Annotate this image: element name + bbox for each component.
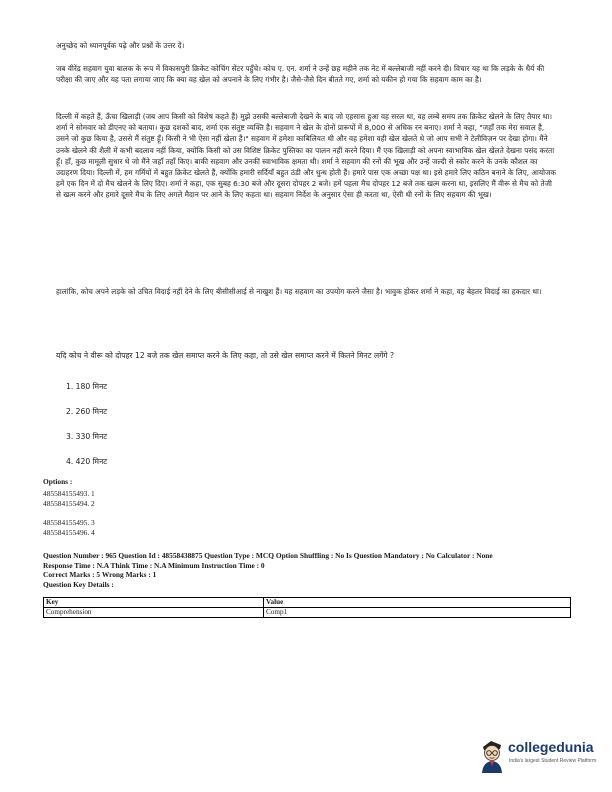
question-info-line: Correct Marks : 5 Wrong Marks : 1 <box>43 570 157 580</box>
answer-option-4: 4. 420 मिनट <box>66 457 108 466</box>
option-id: 485584155496. 4 <box>43 527 95 537</box>
option-ids-group-2 <box>43 518 95 537</box>
option-ids-group-1 <box>43 489 95 508</box>
option-id: 485584155493. 1 <box>43 489 95 498</box>
passage-paragraph-1: जब वीरेंद्र सहवाग युवा बालक के रूप में विकासपुरी क्रिकेट कोचिंग सेंटर पहुँचे। कोच ए. एन. शर्मा ने उन्हें छह महीने तक नेट में बल्लेबाजी नहीं करने दी। विचार यह था कि लड़के के धैर्य की परीक्षा की जाए और यह पता लगाया जाए कि क्या वह खेल को अपनाने के लिए गंभीर है। जैसे-जैसे दिन बीतते गए, शर्मा को यकीन हो गया कि सहवाग काम का है। <box>56 64 545 85</box>
table-header-value: Value <box>264 598 571 608</box>
table-cell-key: Comprehension <box>44 608 264 618</box>
question-info-line: Response Time : N.A Think Time : N.A Minimum Instruction Time : 0 <box>43 560 265 570</box>
question-info-line: Question Key Details : <box>43 579 114 589</box>
logo-wordmark: collegedunia <box>508 739 594 755</box>
question-info-line: Question Number : 965 Question Id : 48558438875 Question Type : MCQ Option Shuffling : No Is Question Mandatory : No Calculator : None <box>43 551 493 560</box>
answer-option-2: 2. 260 मिनट <box>66 407 108 416</box>
option-id: 485584155494. 2 <box>43 498 95 508</box>
table-header-row <box>44 598 571 608</box>
table-cell-value: Comp1 <box>264 608 571 618</box>
question-info <box>43 551 583 589</box>
table-header-key: Key <box>44 598 264 608</box>
question-key-table <box>43 597 571 618</box>
question-text: यदि कोच ने वीरू को दोपहर 12 बजे तक खेल समाप्त करने के लिए कहा, तो उसे खेल समाप्त करने में कितने मिनट लगेंगे ? <box>56 351 395 360</box>
options-heading: Options : <box>43 477 73 486</box>
answer-option-1: 1. 180 मिनट <box>66 382 108 391</box>
table-row <box>44 608 571 618</box>
passage-paragraph-2: दिल्ली में कहते हैं, ऊँचा खिलाड़ी (जब आप किसी को विशेष कहते हैं) मुझे उसकी बल्लेबाजी देखने के बाद जो एहसास हुआ वह सरल था, वह लम्बे समय तक क्रिकेट खेलने के लिए तैयार था। शर्मा ने सोमवार को डीएनए को बताया। कुछ दशकों बाद, शर्मा एक संतुष्ट व्यक्ति है। सहवाग ने खेल के दोनों प्रारूपों में 8,000 से अधिक रन बनाए। शर्मा ने कहा, "जहाँ तक मेरा सवाल है, उसने जो कुछ किया है, उससे मैं संतुष्ट हूँ। किसी ने भी ऐसा नहीं खेला है।" सहवाग में हमेशा काबिलियत थी और वह हमेशा वही खेल खेलते थे जो आप सभी ने टेलीविज़न पर देखा होगा। मैंने उनके खेलने की शैली में कभी बदलाव नहीं किया, क्योंकि किसी को उस विशिष्ट क्रिकेट पुस्तिका का पालन नहीं करने दिया। मैं एक खिलाड़ी को अपना स्वाभाविक खेल खेलते देखना पसंद करता हूँ। हाँ, कुछ मामूली सुधार थे जो मैंने जहाँ तहाँ किए। बाकी सहवाग और उनकी स्वाभाविक क्षमता थी। शर्मा ने सहवाग की रनों की भूख और उन्हें जल्दी से स्कोर करने के उनके कौशल का उदाहरण दिया। दिल्ली में, हम गर्मियों में बहुत क्रिकेट खेलते हैं, क्योंकि हमारी सर्दियाँ बहुत ठंडी और धुन्ध होती हैं। हमारे पास एक अच्छा पक्ष था। इसे हमारे लिए कठिन बनाने के लिए, आयोजक हमें एक दिन में दो मैच खेलने के लिए दिए। शर्मा ने कहा, एक सुबह 6:30 बजे और दूसरा दोपहर 2 बजे। हमें पहला मैच दोपहर 12 बजे तक खत्म करना था, इसलिए मैं वीरू से मैच को तेजी से खत्म करने और हमारे दूसरे मैच के लिए अगले मैदान पर आने के लिए कहता था। सहवाग निर्देश के अनुसार ऐसा ही करता था, ऐसी थी रनों के लिए सहवाग की भूख। <box>56 112 556 200</box>
student-mascot-icon <box>474 735 508 775</box>
logo-tagline: India's largest Student Review Platform <box>509 758 597 764</box>
answer-option-3: 3. 330 मिनट <box>66 432 108 441</box>
passage-paragraph-3: हालांकि, कोच अपने लड़के को उचित विदाई नहीं देने के लिए बीसीसीआई से नाखुश हैं। यह सहवाग का उपयोग करने जैसा है। भावुक होकर शर्मा ने कहा, वह बेहतर विदाई का हकदार था। <box>56 287 542 296</box>
passage-instruction: अनुच्छेद को ध्यानपूर्वक पढ़े और प्रश्नों के उत्तर दें। <box>56 41 185 50</box>
collegedunia-logo <box>474 735 597 775</box>
option-id: 485584155495. 3 <box>43 518 95 527</box>
